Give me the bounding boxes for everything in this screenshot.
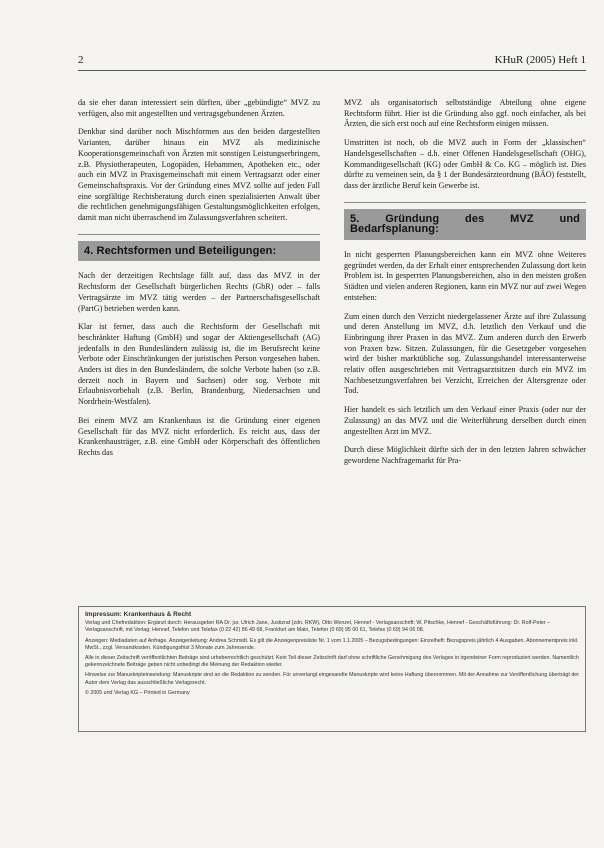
impressum-box (78, 606, 586, 732)
impressum-title: Impressum: Krankenhaus & Recht (85, 611, 192, 618)
section-title: 5. Gründung des MVZ und Bedarfsplanung: (344, 209, 586, 240)
impressum-text: Anzeigen: Mediadaten auf Anfrage. Anzeigenleitung: Andrea Schmidt. Es gilt die Anzeigenpreisliste Nr. 1 vom 1.1.2005 – Bezugsbedingungen: Einzelheft: Bezugspreis jährlich 4 Ausgaben. Abonnementpreis inkl. MwSt., zzgl. Versandkosten. Kündigungsfrist 3 Monate zum Jahresende. (85, 637, 579, 651)
journal-reference: KHuR (2005) Heft 1 (494, 54, 586, 66)
right-column (344, 98, 586, 475)
paragraph: Nach der derzeitigen Rechtslage fällt auf, dass das MVZ in der Rechtsform der Gesellschaft bürgerlichen Rechts (GbR) oder – falls Vertragsärzte im MVZ tätig werden – der Partnerschaftsgesellschaft (PartG) betrieben werden kann. (78, 271, 320, 313)
impressum-copyright: © 2005 und Verlag KG – Printed in Germany (85, 689, 190, 696)
paragraph: Hier handelt es sich letztlich um den Verkauf einer Praxis (oder nur der Zulassung) an das MVZ und die Weiterführung derselben durch einen angestellten Arzt im MVZ. (344, 405, 586, 436)
impressum-text: Hinweise zur Manuskripteinsendung: Manuskripte sind an die Redaktion zu senden. Für unverlangt eingesandte Manuskripte wird keine Haftung übernommen. Mit der Annahme zur Veröffentlichung überträgt der Autor dem Verlag das ausschließliche Verlagsrecht. (85, 672, 579, 686)
paragraph: Durch diese Möglichkeit dürfte sich der in den letzten Jahren schwächer gewordene Nachfragemarkt für Pra- (344, 445, 586, 465)
paragraph: Bei einem MVZ am Krankenhaus ist die Gründung einer eigenen Gesellschaft für das MVZ nicht erforderlich. Es reicht aus, dass der Krankenhausträger, z.B. eine GmbH oder Körperschaft des öffentlichen Rechts das (78, 415, 320, 457)
paragraph: da sie eher daran interessiert sein dürften, über „gebündigte“ MVZ zu verfügen, also mit angestellten und vertragsgebundenen Ärzten. (78, 98, 320, 118)
section-heading-4 (78, 234, 320, 262)
header-rule (78, 70, 586, 71)
paragraph: Zum einen durch den Verzicht niedergelassener Ärzte auf ihre Zulassung und deren Anstellung im MVZ, d.h. letztlich den Verkauf und die Einbringung ihrer Praxen in das MVZ. Zum anderen durch den Erwerb von Praxen bzw. Sitzen. Zulassungen, für die Gesetzgeber vorgesehen wird der bisher marktübliche sog. Zulassungshandel interessanterweise relativ offen ausgeschrieben mit Vertragsarztsitzen durch ein MVZ im Nachbesetzungsverfahren bei Verzicht, Erreichen der Altersgrenze oder Tod. (344, 311, 586, 396)
impressum-text: Alle in dieser Zeitschrift veröffentlichten Beiträge sind urheberrechtlich geschützt. Kein Teil dieser Zeitschrift darf ohne schriftliche Genehmigung des Verlages in irgendeiner Form reproduziert werden. Namentlich gekennzeichnete Beiträge geben nicht unbedingt die Meinung der Redaktion wieder. (85, 655, 579, 669)
paragraph: Umstritten ist noch, ob die MVZ auch in Form der „klassischen“ Handelsgesellschaften – d.h. einer Offenen Handelsgesellschaft (OHG), Kommanditgesellschaft (KG) oder GmbH & Co. KG – möglich ist. Dies dürfte zu verneinen sein, da § 1 der Bundesärzteordnung (BÄO) feststellt, dass der ärztliche Beruf kein Gewerbe ist. (344, 138, 586, 190)
paragraph: Denkbar sind darüber noch Mischformen aus den beiden dargestellten Varianten, darüber hinaus ein MVZ als medizinische Kooperationsgemeinschaft von Ärzten mit sonstigen Leistungserbringern, z.B. Physiotherapeuten, Logopäden, Hebammen, Apotheken etc., oder auch ein MVZ in Praxisgemeinschaft mit einem Vertragsarzt oder einer Gemeinschaftspraxis. Vor der Gründung eines MVZ sollte auf jeden Fall eine sorgfältige Rechtsberatung durch einen spezialisierten Anwalt über die rechtlichen genehmigungsfähigen Gestaltungsmöglichkeiten erfolgen, damit man nicht überraschend im Zulassungsverfahren scheitert. (78, 127, 320, 223)
section-title: 4. Rechtsformen und Beteiligungen: (78, 241, 320, 262)
paragraph: MVZ als organisatorisch selbstständige Abteilung ohne eigene Rechtsform führt. Hier ist die Gründung also ggf. noch einfacher, als bei Ärzten, die sich erst noch auf eine Rechtsform einigen müssen. (344, 98, 586, 129)
paragraph: Klar ist ferner, dass auch die Rechtsform der Gesellschaft mit beschränkter Haftung (GmbH) und sogar der Aktiengesellschaft (AG) jedenfalls in den Bundesländern zulässig ist, die im Berufsrecht keine Verbote oder Einschränkungen der juristischen Person vorgesehen haben. Anders ist dies in den Bundesländern, die solche Verbote haben (so z.B. derzeit noch in Bayern und Sachsen) oder sog. Verbote mit Erlaubnisvorbehalt (z.B. Berlin, Brandenburg, Niedersachsen und Nordrhein-Westfalen). (78, 322, 320, 407)
section-heading-5 (344, 202, 586, 240)
impressum-text: Verlag und Chefredaktion: Ergänzt durch: Herausgeber RA Dr. jur. Ulrich Jane, Justizrat (zdn. RKW), Otto Wenzel, Hennef - Verlagsanschrift: W. Pitschke, Hennef - Geschäftsführung: Dr. Rolf-Peter – Verlagsanschrift, mit Verlag: Hennef, Telefon und Telefax (0 22 42) 86 49 68, Frankfurt am Main, Telefon (0 69) 95 00 61, Telefax (0 69) 94 06 08. (85, 620, 551, 634)
left-column (78, 98, 320, 467)
page-number: 2 (78, 54, 84, 66)
paragraph: In nicht gesperrten Planungsbereichen kann ein MVZ ohne Weiteres gegründet werden, da der Erhalt einer entsprechenden Zulassung dort kein Problem ist. In gesperrten Planungsbereichen, also in den meisten großen Städten und vielen anderen Regionen, kann ein MVZ nur auf zwei Wegen entstehen: (344, 250, 586, 302)
